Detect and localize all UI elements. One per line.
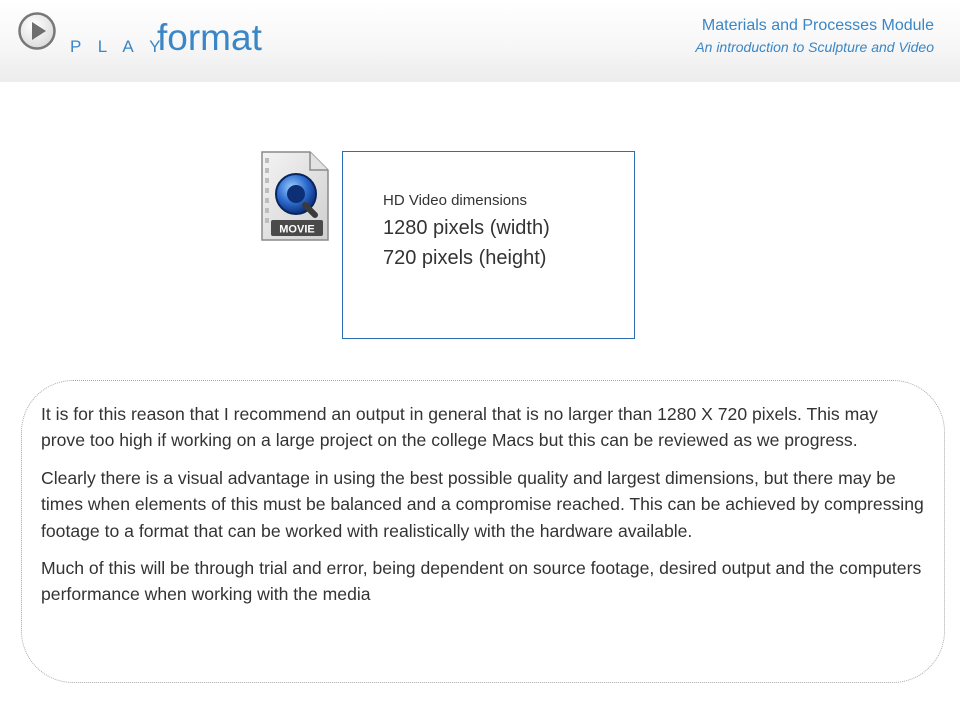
module-title: Materials and Processes Module (701, 17, 934, 34)
body-text-panel (21, 380, 945, 683)
module-subtitle: An introduction to Sculpture and Video (695, 39, 934, 55)
body-paragraph-2: Clearly there is a visual advantage in using the best possible quality and largest dimensions, but there may be times when elements of this must be balanced and a compromise reached. This can be achieved by compressing footage to a format that can be worked with realistically with the hardware available. (41, 467, 924, 541)
brand-word: P L A Y (70, 37, 167, 56)
body-paragraph-3: Much of this will be through trial and error, being dependent on source footage, desired output and the computers performance when working with the media (41, 558, 922, 605)
movie-file-label: MOVIE (279, 223, 315, 236)
brand-format-title: format (157, 17, 262, 58)
play-circle-icon[interactable] (17, 11, 57, 51)
video-dimensions-box (342, 151, 635, 339)
quicktime-movie-file-icon (258, 150, 330, 244)
height-dimension: 720 pixels (height) (383, 247, 547, 269)
width-dimension: 1280 pixels (width) (383, 217, 550, 239)
body-paragraph-1: It is for this reason that I recommend an output in general that is no larger than 1280 X 720 pixels. This may prove too high if working on a large project on the college Macs but this can be reviewed as we progress. (41, 404, 878, 451)
dimensions-heading: HD Video dimensions (383, 192, 527, 209)
